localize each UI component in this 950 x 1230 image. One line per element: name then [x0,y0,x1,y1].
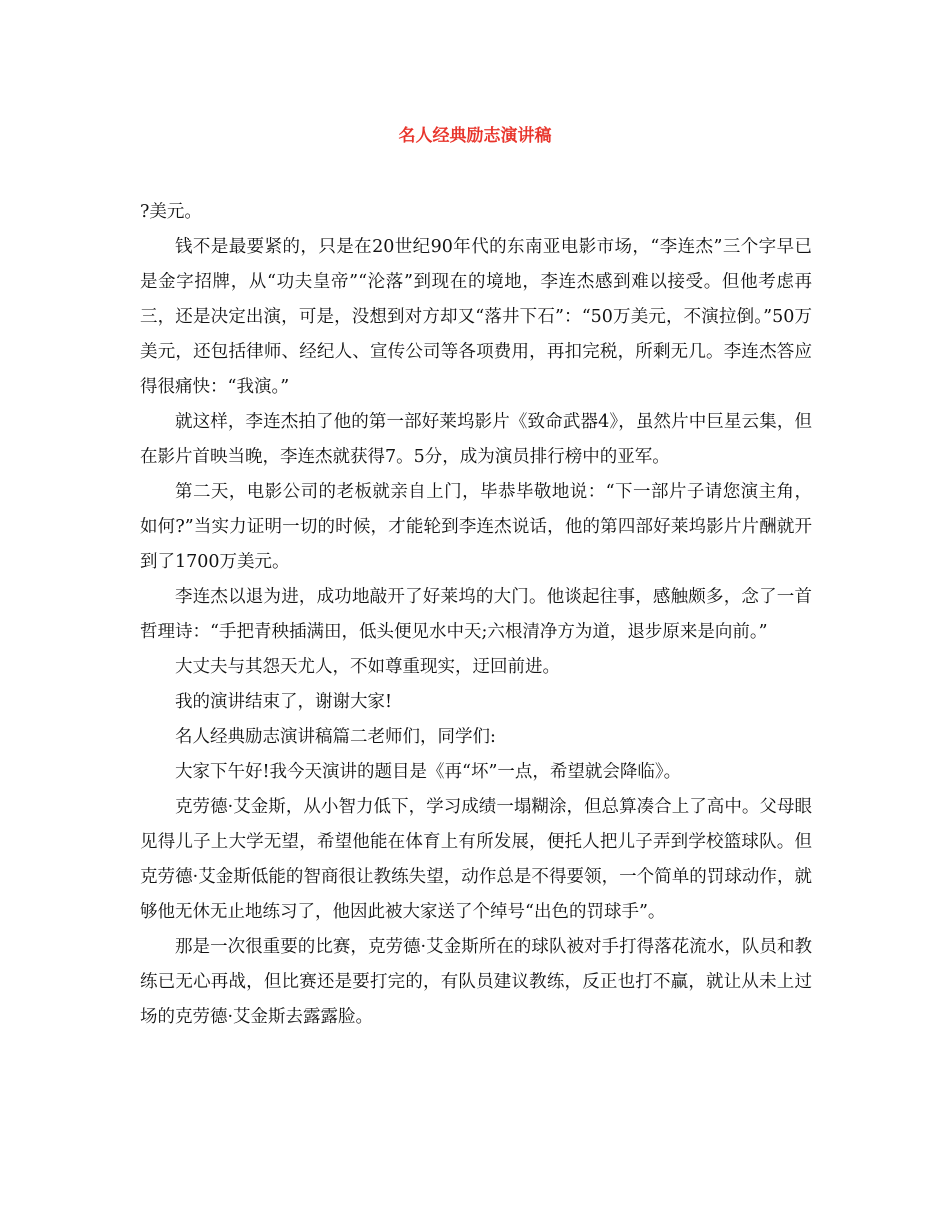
document-title: 名人经典励志演讲稿 [398,126,552,146]
document-body [140,195,812,1035]
paragraph-fragment: ?美元。 [140,202,202,222]
paragraph: 那是一次很重要的比赛，克劳德·艾金斯所在的球队被对手打得落花流水，队员和教练已无心再战，但比赛还是要打完的，有队员建议教练，反正也打不赢，就让从未上过场的克劳德·艾金斯去露露脸。 [140,937,812,1027]
paragraph: 钱不是最要紧的，只是在20世纪90年代的东南亚电影市场，“李连杰”三个字早已是金字招牌，从“功夫皇帝”“沦落”到现在的境地，李连杰感到难以接受。但他考虑再三，还是决定出演，可是，没想到对方却又“落井下石”：“50万美元，不演拉倒。”50万美元，还包括律师、经纪人、宣传公司等各项费用，再扣完税，所剩无几。李连杰答应得很痛快：“我演。” [140,237,812,397]
paragraph: 第二天，电影公司的老板就亲自上门，毕恭毕敬地说：“下一部片子请您演主角，如何?”当实力证明一切的时候，才能轮到李连杰说话，他的第四部好莱坞影片片酬就开到了1700万美元。 [140,482,812,572]
paragraph: 大家下午好!我今天演讲的题目是《再“坏”一点，希望就会降临》。 [175,762,682,782]
paragraph: 大丈夫与其怨天尤人，不如尊重现实，迂回前进。 [175,657,560,677]
paragraph: 名人经典励志演讲稿篇二老师们，同学们: [175,727,496,747]
paragraph: 就这样，李连杰拍了他的第一部好莱坞影片《致命武器4》，虽然片中巨星云集，但在影片首映当晚，李连杰就获得7。5分，成为演员排行榜中的亚军。 [140,412,812,467]
paragraph: 克劳德·艾金斯，从小智力低下，学习成绩一塌糊涂，但总算凑合上了高中。父母眼见得儿子上大学无望，希望他能在体育上有所发展，便托人把儿子弄到学校篮球队。但克劳德·艾金斯低能的智商很让教练失望，动作总是不得要领，一个简单的罚球动作，就够他无休无止地练习了，他因此被大家送了个绰号“出色的罚球手”。 [140,797,812,922]
paragraph: 我的演讲结束了，谢谢大家! [175,692,393,712]
paragraph: 李连杰以退为进，成功地敲开了好莱坞的大门。他谈起往事，感触颇多，念了一首哲理诗：“手把青秧插满田，低头便见水中天;六根清净方为道，退步原来是向前。” [140,587,812,642]
